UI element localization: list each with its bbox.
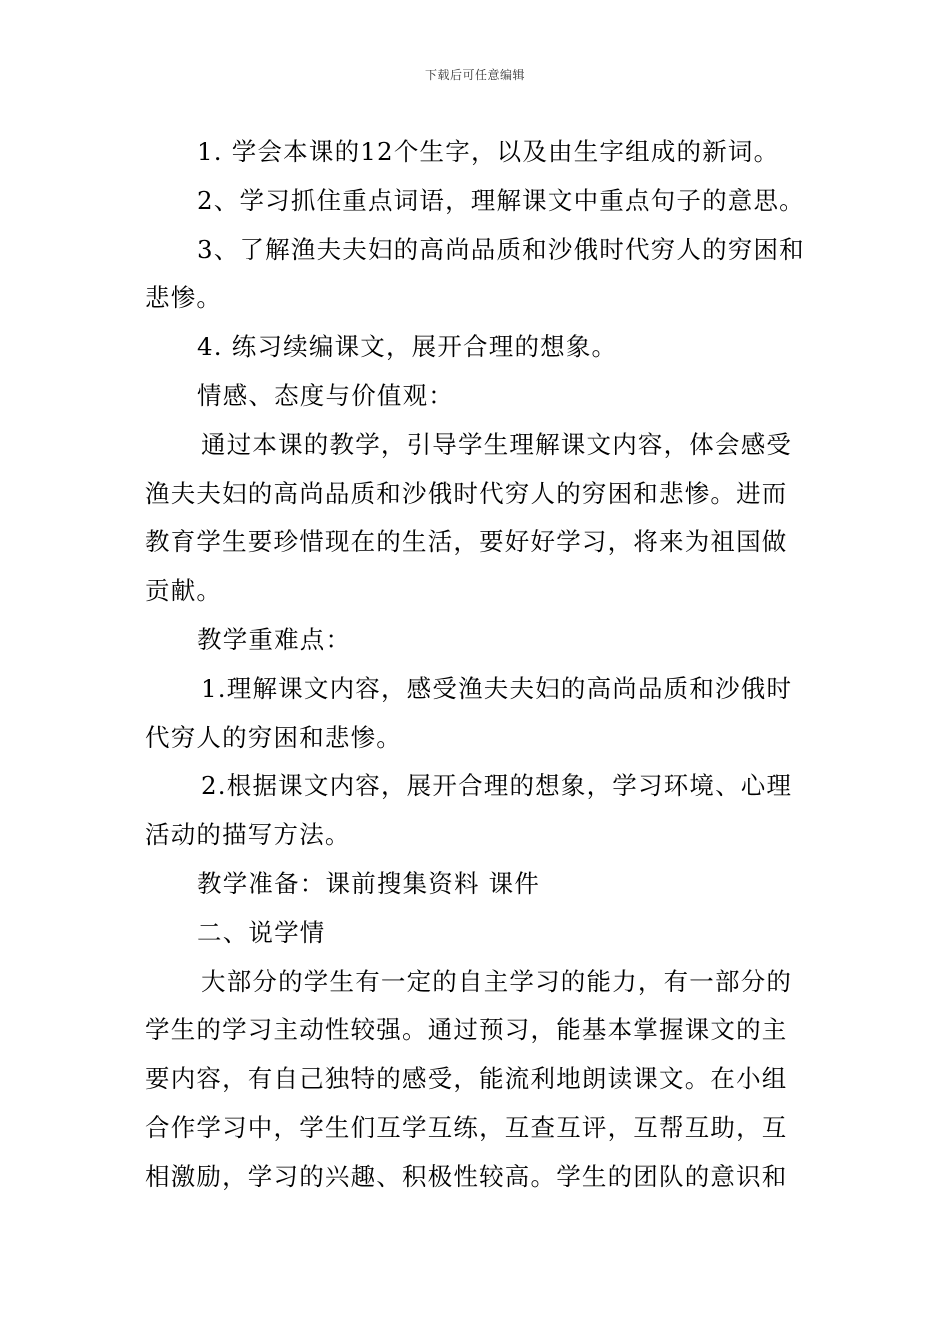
student-situation-paragraph: 大部分的学生有一定的自主学习的能力，有一部分的学生的学习主动性较强。通过预习，能基本掌握课文的主要内容，有自己独特的感受，能流利地朗读课文。在小组合作学习中，学生们互学互练，互查互评，互帮互助，互相激励，学习的兴趣、积极性较高。学生的团队的意识和 xyxy=(145,966,793,1191)
section-heading-student-situation: 二、说学情 xyxy=(197,917,326,947)
section-heading-values: 情感、态度与价值观： xyxy=(197,380,454,410)
document-body xyxy=(145,128,810,1202)
section-heading-key-points: 教学重难点： xyxy=(197,624,352,654)
values-paragraph: 通过本课的教学，引导学生理解课文内容，体会感受渔夫夫妇的高尚品质和沙俄时代穷人的穷困和悲惨。进而教育学生要珍惜现在的生活，要好好学习，将来为祖国做贡献。 xyxy=(145,429,793,606)
objective-2: 2、学习抓住重点词语，理解课文中重点句子的意思。 xyxy=(197,185,805,215)
objective-1: 1. 学会本课的12个生字，以及由生字组成的新词。 xyxy=(197,137,780,166)
teaching-preparation: 教学准备：课前搜集资料 课件 xyxy=(197,868,541,898)
objective-4: 4. 练习续编课文，展开合理的想象。 xyxy=(197,332,618,362)
objective-3: 3、了解渔夫夫妇的高尚品质和沙俄时代穷人的穷困和悲惨。 xyxy=(145,234,805,313)
key-point-2: 2.根据课文内容，展开合理的想象，学习环境、心理活动的描写方法。 xyxy=(145,771,793,850)
page-header: 下载后可任意编辑 xyxy=(424,68,525,82)
key-point-1: 1.理解课文内容，感受渔夫夫妇的高尚品质和沙俄时代穷人的穷困和悲惨。 xyxy=(145,673,793,752)
